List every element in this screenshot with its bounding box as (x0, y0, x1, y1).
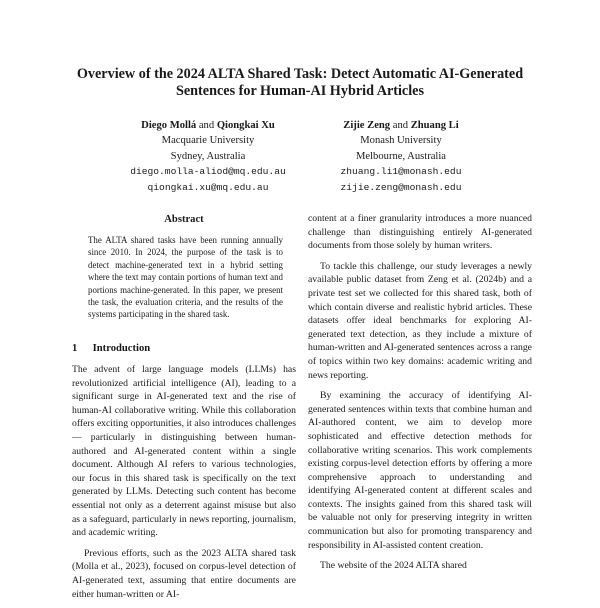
title-line-2: Sentences for Human-AI Hybrid Articles (175, 83, 424, 99)
paragraph: Previous efforts, such as the 2023 ALTA shared task (Molla et al., 2023), focused on corpus-level detection of AI-generated text, assuming that entire documents are either human-written or AI- (72, 547, 296, 600)
author-email: diego.molla-aliod@mq.edu.au (130, 166, 286, 178)
paragraph: The website of the 2024 ALTA shared (320, 560, 467, 572)
author-names-right (296, 118, 506, 133)
abstract-text: The ALTA shared tasks have been running annually since 2010. In 2024, the purpose of the task is to detect machine-generated text in a hybrid setting where the text may contain portions of human text and portions machine-generated. In this paper, we present the task, the evaluation criteria, and the results of the systems participating in the shared task. (88, 235, 283, 320)
author-name: Qiongkai Xu (216, 120, 275, 131)
author-affiliation: Monash University (360, 135, 442, 147)
right-column-body (308, 212, 532, 580)
author-names-left (98, 118, 318, 133)
title-line-1: Overview of the 2024 ALTA Shared Task: Detect Automatic AI-Generated (76, 66, 524, 82)
author-block-left (98, 118, 318, 195)
author-email: zijie.zeng@monash.edu (340, 181, 462, 193)
author-affiliation: Macquarie University (161, 135, 255, 147)
section-heading (72, 343, 150, 354)
author-block-right (296, 118, 506, 195)
author-and: and (392, 120, 409, 131)
author-email: qiongkai.xu@mq.edu.au (147, 181, 269, 193)
section-number: 1 (72, 343, 78, 354)
paragraph: To tackle this challenge, our study leverages a newly available public dataset from Zeng et al. (2024b) and a private test set we collected for this shared task, both of which contain diverse and realistic hybrid articles. These datasets offer ideal benchmarks for exploring AI-generated text detection, as they include a mixture of human-written and AI-generated sentences across a range of topics within two key domains: academic writing and news reporting. (308, 260, 532, 381)
left-column-body (72, 363, 296, 608)
section-title: Introduction (92, 343, 151, 354)
author-email: zhuang.li1@monash.edu (340, 166, 462, 178)
paper-title (40, 66, 560, 100)
author-name: Diego Mollá (141, 120, 197, 131)
author-location: Melbourne, Australia (355, 150, 447, 162)
author-location: Sydney, Australia (170, 150, 246, 162)
paragraph: content at a finer granularity introduces a more nuanced challenge than distinguishing entirely AI-generated documents from those solely by human writers. (308, 213, 532, 252)
author-and: and (198, 120, 215, 131)
paragraph: The advent of large language models (LLMs) has revolutionized artificial intelligence (AI), leading to a significant surge in AI-generated text and the rise of human-AI collaborative writing. While this collaboration offers exciting opportunities, it also introduces challenges — particularly in distinguishing between human-authored and AI-generated content within a single document. Although AI refers to various technologies, our focus in this shared task is specifically on the text generated by LLMs. Detecting such content has become essential not only as a deterrent against misuse but also as a safeguard, particularly in news reporting, journalism, and academic writing. (72, 364, 296, 539)
paragraph: By examining the accuracy of identifying AI-generated sentences within texts that combine human and AI-authored content, we aim to develop more sophisticated and effective detection methods for collaborative writing scenarios. This work complements existing corpus-level detection efforts by offering a more comprehensive approach to understanding and identifying AI-generated content at different scales and contexts. The insights gained from this shared task will be valuable not only for preserving integrity in written communication but also for promoting transparency and responsibility in AI-assisted content creation. (308, 390, 532, 551)
author-name: Zijie Zeng (343, 120, 391, 131)
abstract-heading: Abstract (164, 214, 204, 225)
author-name: Zhuang Li (410, 120, 459, 131)
